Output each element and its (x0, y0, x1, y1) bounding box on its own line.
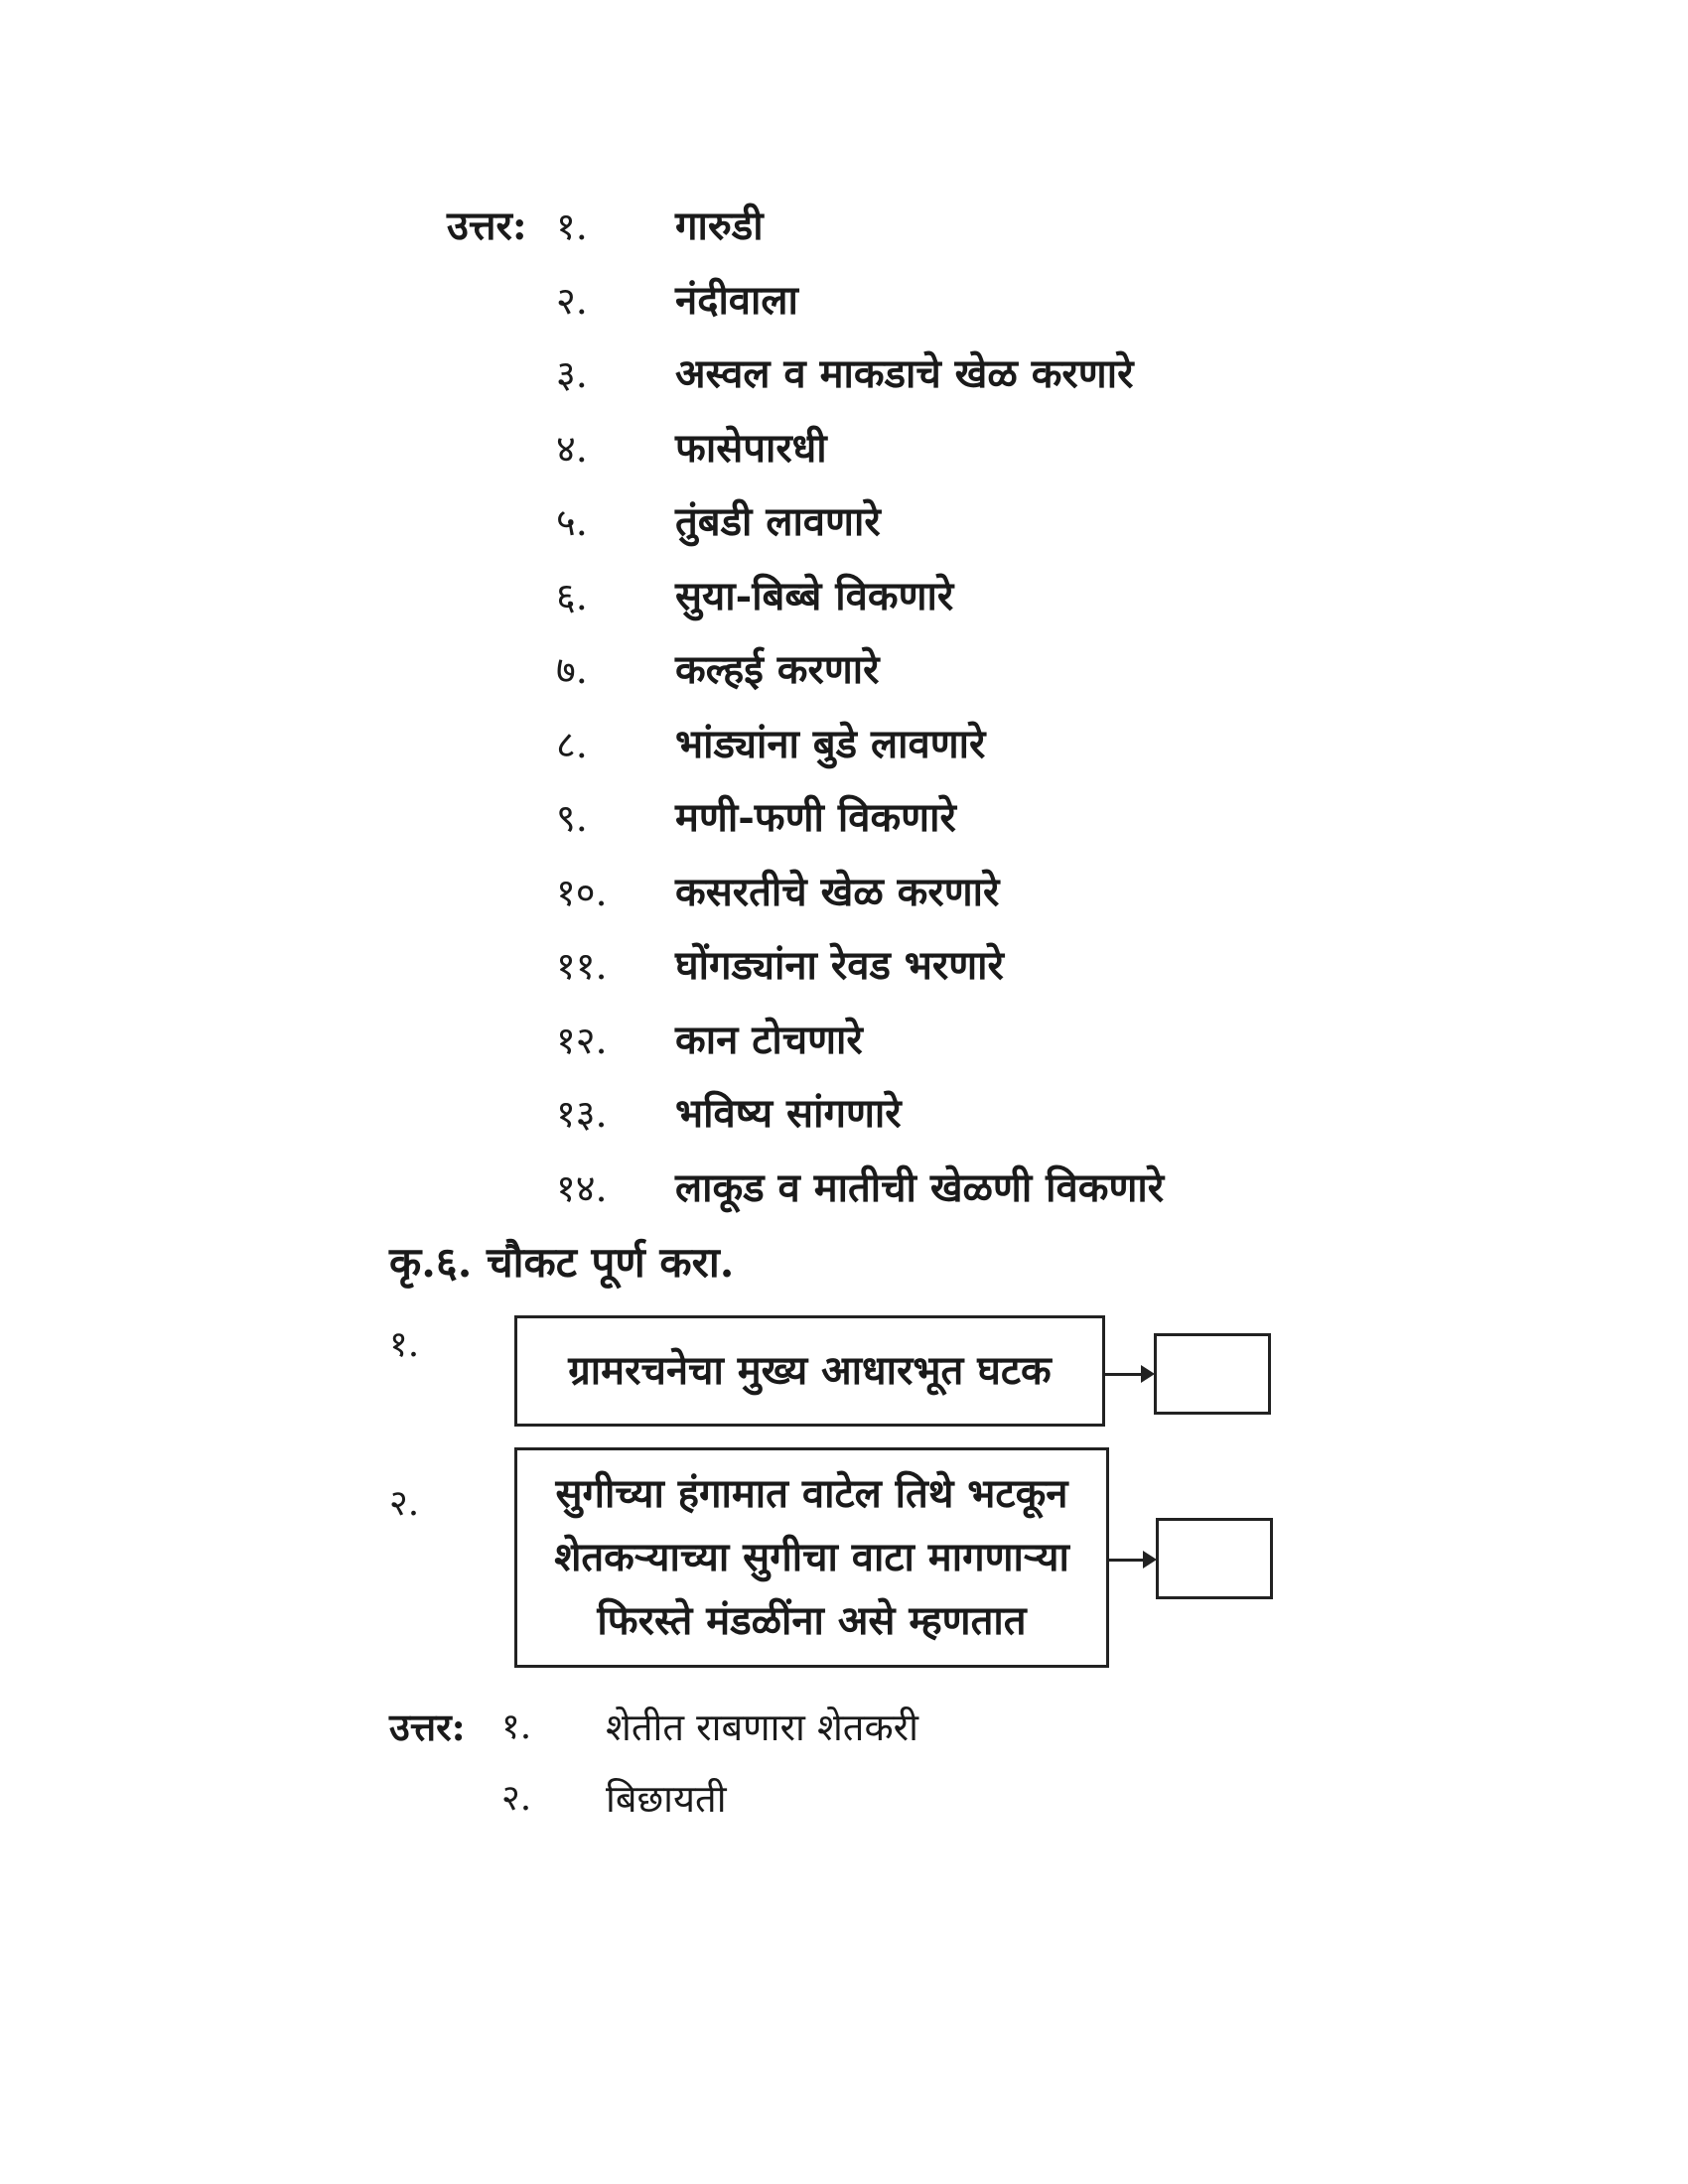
list-item (501, 1771, 918, 1843)
question-box (514, 1315, 1105, 1427)
item-text: अस्वल व माकडाचे खेळ करणारे (675, 350, 1134, 397)
item-text: बिछायती (606, 1777, 727, 1821)
list-item (556, 1013, 1164, 1087)
item-number: ३. (556, 352, 588, 396)
arrow-icon (1109, 1559, 1153, 1562)
item-text: नंदीवाला (675, 276, 798, 324)
item-text: घोंगड्यांना रेवड भरणारे (675, 942, 1004, 989)
item-number: ९. (556, 796, 588, 840)
item-number: ८. (556, 722, 588, 766)
list-item (556, 938, 1164, 1013)
answer-box-empty[interactable] (1156, 1518, 1273, 1599)
item-number: ७. (556, 648, 588, 692)
item-text: सुया-बिब्बे विकणारे (675, 572, 954, 619)
item-number: ११. (556, 944, 608, 988)
item-number: १. (556, 205, 588, 248)
question-box-text: ग्रामरचनेचा मुख्य आधारभूत घटक (568, 1347, 1052, 1394)
list-item (556, 1086, 1164, 1160)
item-number: २. (501, 1778, 532, 1819)
item-number: १३. (556, 1092, 608, 1136)
item-number: १०. (556, 870, 608, 914)
answer-list (501, 1700, 918, 1843)
list-item (556, 790, 1164, 865)
list-item (556, 273, 1164, 347)
item-text: तुंबडी लावणारे (675, 498, 881, 545)
item-text: मणी-फणी विकणारे (675, 794, 956, 841)
question-number: २. (389, 1483, 420, 1524)
arrow-icon (1105, 1373, 1151, 1376)
list-item (556, 642, 1164, 717)
item-number: १. (501, 1706, 532, 1747)
item-number: १२. (556, 1018, 608, 1062)
item-text: भविष्य सांगणारे (675, 1090, 902, 1137)
list-item (556, 569, 1164, 643)
item-text: कल्हई करणारे (675, 646, 880, 693)
item-text: भांड्यांना बुडे लावणारे (675, 720, 986, 767)
answer-label: उत्तर: (389, 1705, 466, 1749)
list-item (556, 1160, 1164, 1235)
question-box-line: फिरस्ते मंडळींना असे म्हणतात (597, 1597, 1027, 1644)
answer-label: उत्तर: (447, 203, 527, 249)
list-item (556, 346, 1164, 421)
question-box-line: शेतकऱ्याच्या सुगीचा वाटा मागणाऱ्या (554, 1534, 1069, 1580)
answer-box-empty[interactable] (1154, 1333, 1271, 1415)
list-item (556, 494, 1164, 569)
list-item (556, 421, 1164, 495)
item-number: ६. (556, 574, 588, 618)
item-text: गारुडी (675, 203, 764, 249)
question-box-line: सुगीच्या हंगामात वाटेल तिथे भटकून (555, 1470, 1068, 1517)
list-item (556, 199, 1164, 273)
item-number: १४. (556, 1165, 608, 1210)
item-text: लाकूड व मातीची खेळणी विकणारे (675, 1163, 1165, 1211)
item-number: ४. (556, 426, 588, 471)
question-heading: कृ.६. चौकट पूर्ण करा. (389, 1238, 735, 1287)
item-number: ५. (556, 500, 588, 544)
list-item (501, 1700, 918, 1771)
item-text: कान टोचणारे (675, 1016, 863, 1063)
item-text: कसरतीचे खेळ करणारे (675, 868, 1000, 915)
item-number: २. (556, 278, 588, 323)
list-item (556, 717, 1164, 791)
answer-list (556, 199, 1164, 1234)
item-text: फासेपारधी (675, 424, 827, 472)
question-number: १. (389, 1324, 420, 1365)
list-item (556, 865, 1164, 939)
item-text: शेतीत राबणारा शेतकरी (606, 1706, 919, 1749)
question-box (514, 1447, 1109, 1668)
